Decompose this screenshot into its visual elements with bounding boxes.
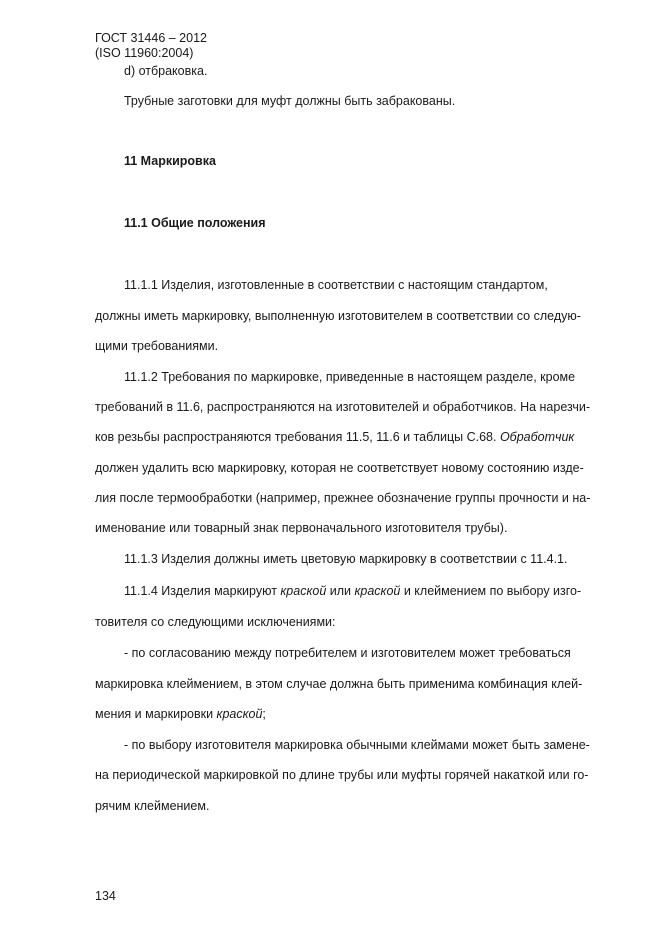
p1112-line-3-text: ков резьбы распространяются требования 11.5, 11.6 и таблицы С.68.	[95, 430, 500, 444]
p1114-line-1	[124, 584, 654, 598]
bullet-2-line-1: - по выбору изготовителя маркировка обычными клеймами может быть замене-	[124, 738, 590, 752]
p1112-line-3	[95, 430, 625, 444]
p1111-line-1: 11.1.1 Изделия, изготовленные в соответствии с настоящим стандартом,	[124, 278, 548, 292]
page-number: 134	[95, 889, 116, 903]
subsection-title: 11.1 Общие положения	[124, 216, 266, 230]
p1114-italic-2: краской	[354, 584, 401, 598]
p1112-line-3-italic: Обработчик	[499, 430, 575, 444]
p1111-line-3: щими требованиями.	[95, 339, 219, 353]
bullet-2-line-2: на периодической маркировкой по длине трубы или муфты горячей накаткой или го-	[95, 768, 589, 782]
p1112-line-6: именование или товарный знак первоначального изготовителя трубы).	[95, 521, 508, 535]
iso-reference: (ISO 11960:2004)	[95, 46, 194, 60]
p1114-italic-1: краской	[280, 584, 327, 598]
bullet-1-text-c: ;	[262, 707, 266, 721]
p1114-text-e: и клеймением по выбору изго-	[400, 584, 582, 598]
bullet-1-line-2: маркировка клеймением, в этом случае должна быть применима комбинация клей-	[95, 677, 583, 691]
p1114-text-c: или	[326, 584, 355, 598]
p1112-line-2: требований в 11.6, распространяются на изготовителей и обработчиков. На нарезчи-	[95, 400, 590, 414]
list-item-d: d) отбраковка.	[124, 64, 208, 78]
standard-number: ГОСТ 31446 – 2012	[95, 31, 207, 45]
p1111-line-2: должны иметь маркировку, выполненную изготовителем в соответствии со следую-	[95, 309, 581, 323]
p1112-line-4: должен удалить всю маркировку, которая не соответствует новому состоянию изде-	[95, 461, 584, 475]
reject-paragraph: Трубные заготовки для муфт должны быть забракованы.	[124, 94, 456, 108]
bullet-2-line-3: рячим клеймением.	[95, 799, 210, 813]
p1114-line-2: товителя со следующими исключениями:	[95, 615, 336, 629]
bullet-1-line-1: - по согласованию между потребителем и изготовителем может требоваться	[124, 646, 571, 660]
bullet-1-text-a: мения и маркировки	[95, 707, 217, 721]
p1114-text-a: 11.1.4 Изделия маркируют	[124, 584, 281, 598]
bullet-1-line-3	[95, 707, 625, 721]
p1113-line-1: 11.1.3 Изделия должны иметь цветовую маркировку в соответствии с 11.4.1.	[124, 552, 568, 566]
p1112-line-5: лия после термообработки (например, прежнее обозначение группы прочности и на-	[95, 491, 591, 505]
bullet-1-italic: краской	[216, 707, 263, 721]
section-title: 11 Маркировка	[124, 154, 216, 168]
p1112-line-1: 11.1.2 Требования по маркировке, приведенные в настоящем разделе, кроме	[124, 370, 576, 384]
document-header	[95, 31, 207, 61]
